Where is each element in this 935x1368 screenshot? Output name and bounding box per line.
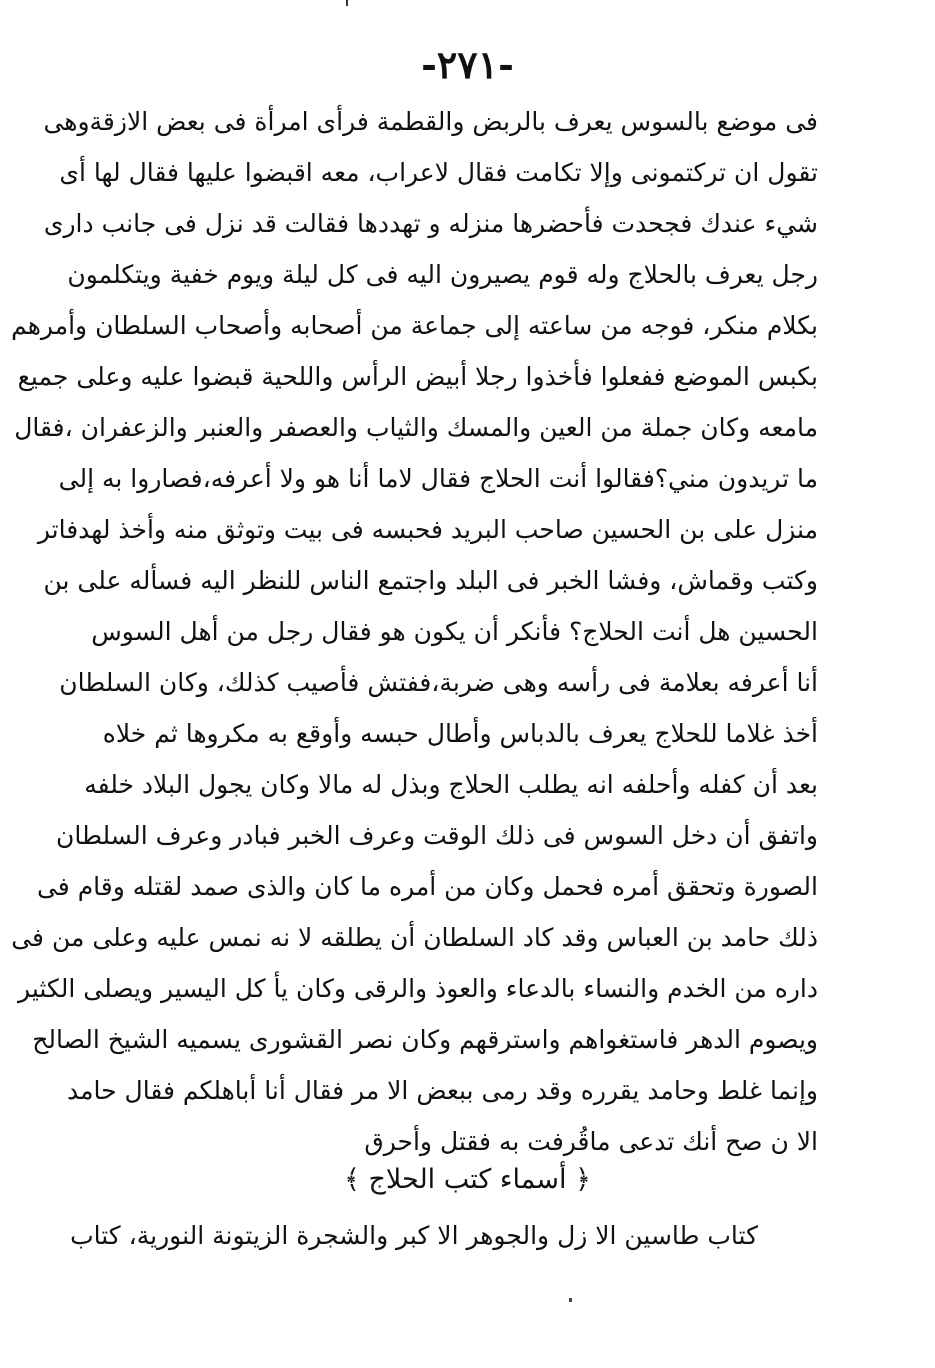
text-line: ويصوم الدهر فاستغواهم واسترقهم وكان نصر القشورى يسميه الشيخ الصالح	[32, 1025, 818, 1054]
text-line: ذلك حامد بن العباس وقد كاد السلطان أن يطلقه لا نه نمس عليه وعلى من فى	[11, 923, 818, 952]
section-heading: ﴿ أسماء كتب الحلاج ﴾	[344, 1164, 591, 1195]
text-line: فى موضع بالسوس يعرف بالربض والقطمة فرأى امرأة فى بعض الازقةوهى	[43, 107, 818, 136]
text-line: وإنما غلط وحامد يقرره وقد رمى ببعض الا مر فقال أنا أباهلكم فقال حامد	[67, 1076, 818, 1105]
page-mark	[569, 1298, 572, 1302]
text-line: شيء عندك فجحدت فأحضرها منزله و تهددها فقالت قد نزل فى جانب دارى	[43, 209, 818, 238]
text-line: أنا أعرفه بعلامة فى رأسه وهى ضربة،ففتش فأصيب كذلك، وكان السلطان	[59, 668, 818, 697]
page-number: -٢٧١-	[421, 42, 514, 87]
body-text	[11, 96, 818, 1167]
text-line: واتفق أن دخل السوس فى ذلك الوقت وعرف الخبر فبادر وعرف السلطان	[56, 821, 818, 850]
text-line: الحسين هل أنت الحلاج؟ فأنكر أن يكون هو فقال رجل من أهل السوس	[91, 617, 818, 646]
text-line: الا ن صح أنك تدعى ماقُرفت به فقتل وأحرق	[364, 1127, 818, 1156]
text-line: منزل على بن الحسين صاحب البريد فحبسه فى بيت وتوثق منه وأخذ لهدفاتر	[37, 515, 818, 544]
text-line: رجل يعرف بالحلاج وله قوم يصيرون اليه فى كل ليلة ويوم خفية ويتكلمون	[67, 260, 818, 289]
text-line: بكبس الموضع ففعلوا فأخذوا رجلا أبيض الرأس واللحية قبضوا عليه وعلى جميع	[17, 362, 818, 391]
text-line: أخذ غلاما للحلاج يعرف بالدباس وأطال حبسه وأوقع به مكروها ثم خلاه	[102, 719, 818, 748]
text-line: بعد أن كفله وأحلفه انه يطلب الحلاج وبذل له مالا وكان يجول البلاد خلفه	[84, 770, 818, 799]
text-line: كتاب طاسين الا زل والجوهر الا كبر والشجرة الزيتونة النورية، كتاب	[70, 1221, 758, 1250]
text-line: ما تريدون مني؟فقالوا أنت الحلاج فقال لاما أنا هو ولا أعرفه،فصاروا به إلى	[58, 464, 818, 493]
page-mark	[346, 0, 348, 6]
text-line: مامعه وكان جملة من العين والمسك والثياب والعصفر والعنبر والزعفران ،فقال	[14, 413, 818, 442]
text-line: تقول ان تركتمونى وإلا تكامت فقال لاعراب، معه اقبضوا عليها فقال لها أى	[59, 158, 818, 187]
text-line: داره من الخدم والنساء بالدعاء والعوذ والرقى وكان يأ كل اليسير ويصلى الكثير	[18, 974, 818, 1003]
text-line: وكتب وقماش، وفشا الخبر فى البلد واجتمع الناس للنظر اليه فسأله على بن	[43, 566, 818, 595]
text-line: بكلام منكر، فوجه من ساعته إلى جماعة من أصحابه وأصحاب السلطان وأمرهم	[11, 311, 818, 340]
text-line: الصورة وتحقق أمره فحمل وكان من أمره ما كان والذى صمد لقتله وقام فى	[36, 872, 818, 901]
